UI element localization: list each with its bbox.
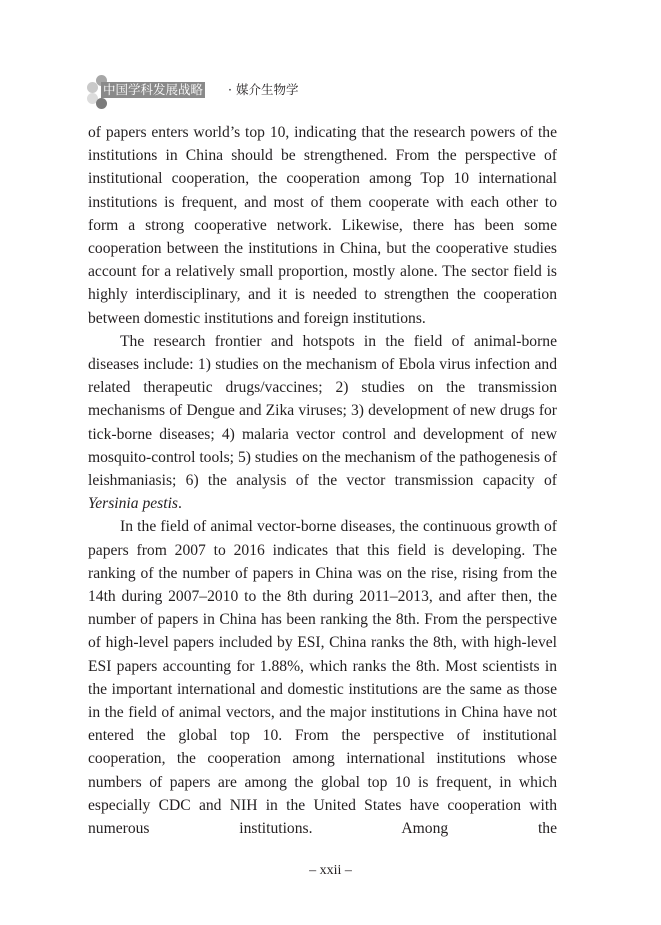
book-title-text: 媒介生物学: [235, 82, 299, 97]
page-number: – xxii –: [309, 863, 352, 878]
paragraph: In the field of animal vector-borne diseases, the continuous growth of papers from 2007 to 2016 indicates that this field is developing. The ranking of the number of papers in China was on the rise, rising from the 14th during 2007–2010 to the 8th during 2011–2013, and after then, the number of papers in China has been ranking the 8th. From the perspective of high-level papers included by ESI, China ranks the 8th, with high-level ESI papers accounting for 1.88%, which ranks the 8th. Most scientists in the important international and domestic institutions are the same as those in the field of animal vectors, and the major institutions in China have not entered the global top 10. From the perspective of institutional cooperation, the cooperation among international institutions whose numbers of papers are among the global top 10 is frequent, in which especially CDC and NIH in the United States have cooperation with numerous institutions. Among the: [88, 518, 557, 838]
series-label: 中国学科发展战略: [103, 82, 204, 97]
body-text: [88, 121, 557, 840]
paragraph-text: The research frontier and hotspots in the field of animal-borne diseases include: 1) studies on the mechanism of Ebola virus infection and related therapeutic drugs/vaccines; 2) studies on the transmission mechanisms of Dengue and Zika viruses; 3) development of new drugs for tick-borne diseases; 4) malaria vector control and development of new mosquito-control tools; 5) studies on the mechanism of the pathogenesis of leishmaniasis; 6) the analysis of the vector transmission capacity of: [88, 332, 557, 490]
book-title: [228, 82, 298, 98]
species-name: Yersinia pestis: [88, 495, 178, 513]
running-header: [86, 73, 346, 107]
paragraph: of papers enters world’s top 10, indicating that the research powers of the institutions in China should be strengthened. From the perspective of institutional cooperation, the cooperation among Top 10 international institutions is frequent, and most of them cooperate with each other to form a strong cooperative network. Likewise, there has been some cooperation between the institutions in China, but the cooperative studies account for a relatively small proportion, mostly alone. The sector field is highly interdisciplinary, and it is needed to strengthen the cooperation between domestic institutions and foreign institutions.: [88, 124, 557, 327]
title-separator: ·: [228, 82, 232, 97]
paragraph-text-end: .: [177, 495, 182, 513]
hexagon-cluster-icon: [96, 98, 107, 109]
paragraph: [88, 330, 557, 516]
